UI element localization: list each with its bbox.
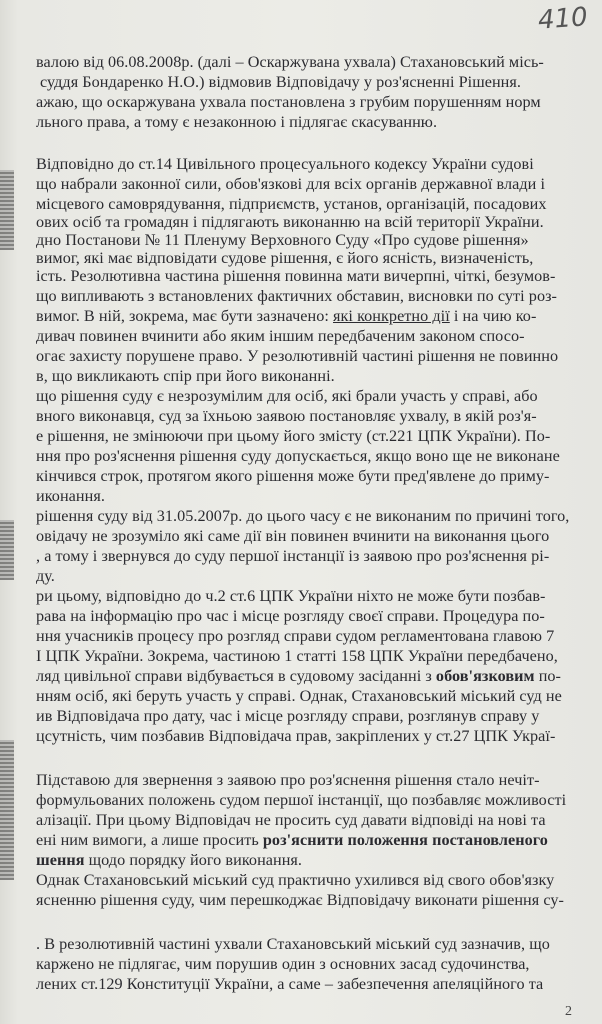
line-text: кінчився строк, протягом якого рішення може бути пред'явлене до приму- xyxy=(36,467,550,485)
text-line xyxy=(36,870,554,890)
line-text: місцевого самоврядування, підприємств, установ, організацій, посадових xyxy=(36,195,547,213)
text-line xyxy=(36,212,544,232)
handwritten-page-number: 410 xyxy=(537,2,589,36)
text-line xyxy=(36,850,302,870)
line-text: суддя Бондаренко Н.О.) відмовив Відповідачу у роз'ясненні Рішення. xyxy=(40,73,521,91)
text-line xyxy=(36,686,562,706)
line-text: що випливають з встановлених фактичних обставин, висновки по суті роз- xyxy=(36,287,557,305)
text-line xyxy=(36,934,550,954)
line-text: формульованих положень судом першої інстанції, що позбавляє можливості xyxy=(36,791,567,809)
line-text: . В резолютивній частині ухвали Стахановський міський суд зазначив, що xyxy=(36,935,550,953)
text-line xyxy=(36,52,544,72)
scan-binding-mark xyxy=(0,170,14,250)
line-text: , а тому і звернувся до суду першої інстанції із заявою про роз'яснення рі- xyxy=(36,547,550,565)
line-text: вного виконавця, суд за їхньою заявою постановляє ухвалу, в якій роз'я- xyxy=(36,407,537,425)
text-line xyxy=(36,406,537,426)
line-text: валою від 06.08.2008р. (далі – Оскаржувана ухвала) Стахановський місь- xyxy=(36,53,544,71)
line-text: алізації. При цьому Відповідач не просить суд давати відповіді на нові та xyxy=(36,811,546,829)
text-line xyxy=(36,92,541,112)
line-text-tail: щодо порядку його виконання. xyxy=(84,851,303,869)
line-text: Однак Стахановський міський суд практично ухилився від свого обов'язку xyxy=(36,871,555,889)
text-line xyxy=(36,326,525,346)
line-text: рава на інформацію про час і місце розгляду своєї справи. Процедура по- xyxy=(36,607,545,625)
line-text: вимог. В ній, зокрема, має бути зазначено: xyxy=(36,307,334,325)
text-line xyxy=(36,646,558,666)
line-text: Підставою для звернення з заявою про роз'яснення рішення стало нечіт- xyxy=(36,771,540,789)
line-text: ив Відповідача про дату, час і місце розгляду справи, розглянув справу у xyxy=(36,707,540,725)
bold-phrase: роз'яснити положення постановленого xyxy=(262,831,548,849)
line-text: цсутність, чим позбавив Відповідача прав, закріплених у ст.27 ЦПК Украї- xyxy=(36,727,556,745)
line-text: в, що викликають спір при його виконанні. xyxy=(36,367,335,385)
text-line xyxy=(36,974,543,994)
line-text: ені ним вимоги, а лише просить xyxy=(36,831,263,849)
text-line xyxy=(36,286,557,306)
line-text: вимог, які має відповідати судове рішення, є його ясність, визначеність, xyxy=(36,249,534,267)
text-line xyxy=(36,248,533,268)
text-line xyxy=(36,666,561,686)
text-line xyxy=(36,446,560,466)
line-text: дно Постанови № 11 Пленуму Верховного Суду «Про судове рішення» xyxy=(36,231,529,249)
text-line xyxy=(36,230,529,250)
text-line xyxy=(36,706,539,726)
text-line xyxy=(36,112,437,132)
line-text: овідачу не зрозуміло які саме дії він повинен вчинити на виконання цього xyxy=(36,527,550,545)
line-text: ду. xyxy=(36,567,55,585)
scan-binding-mark xyxy=(0,740,14,880)
line-text: ляд цивільної справи відбувається в судовому засіданні з xyxy=(36,667,436,685)
line-text: ння про роз'яснення рішення суду допускається, якщо воно ще не виконане xyxy=(36,447,560,465)
text-line xyxy=(36,366,335,386)
line-text: що набрали законної сили, обов'язкові для всіх органів державної влади і xyxy=(36,175,546,193)
line-text: е рішення, не змінюючи при цьому його змісту (ст.221 ЦПК України). По- xyxy=(36,427,551,445)
text-line xyxy=(36,526,549,546)
underlined-phrase: які конкретно дії xyxy=(333,307,450,325)
text-line xyxy=(36,726,555,746)
text-line xyxy=(36,426,550,446)
text-line xyxy=(40,72,521,92)
bold-phrase: обов'язковим xyxy=(435,667,535,685)
line-text: дивач повинен вчинити або яким іншим передбаченим законом спосо- xyxy=(36,327,525,345)
line-text: льного права, а тому є незаконною і підлягає скасуванню. xyxy=(36,113,438,131)
line-text: рішення суду від 31.05.2007р. до цього часу є не виконаним по причині того, xyxy=(36,507,570,525)
line-text: Відповідно до ст.14 Цивільного процесуального кодексу України судові xyxy=(36,155,534,173)
line-text: ння учасників процесу про розгляд справи судом регламентована главою 7 xyxy=(36,627,555,645)
text-line xyxy=(36,506,569,526)
text-line xyxy=(36,486,105,506)
text-line xyxy=(36,306,536,326)
text-line xyxy=(36,174,545,194)
text-line xyxy=(36,890,564,910)
text-line xyxy=(36,810,546,830)
line-text: І ЦПК України. Зокрема, частиною 1 статті 158 ЦПК України передбачено, xyxy=(36,647,558,665)
text-line xyxy=(36,830,548,850)
line-text: ових осіб та громадян і підлягають виконанню на всій території України. xyxy=(36,213,544,231)
text-line xyxy=(36,586,546,606)
text-line xyxy=(36,346,558,366)
text-line xyxy=(36,386,538,406)
text-line xyxy=(36,770,540,790)
scan-binding-mark xyxy=(0,520,14,580)
bold-phrase: шення xyxy=(36,851,85,869)
text-line xyxy=(36,606,545,626)
text-line xyxy=(36,954,530,974)
line-text: каржено не підлягає, чим порушив один з основних засад судочинства, xyxy=(36,955,530,973)
text-line xyxy=(36,194,547,214)
line-text: лених ст.129 Конституції України, а саме – забезпечення апеляційного та xyxy=(36,975,544,993)
text-line xyxy=(36,266,555,286)
text-line xyxy=(36,466,550,486)
text-line xyxy=(36,154,534,174)
text-line xyxy=(36,790,566,810)
line-text: иконання. xyxy=(36,487,105,505)
line-text: ажаю, що оскаржувана ухвала постановлена з грубим порушенням норм xyxy=(36,93,541,111)
line-text: ясненню рішення суду, чим перешкоджає Відповідачу виконати рішення су- xyxy=(36,891,564,909)
line-text-tail: і на чию ко- xyxy=(449,307,537,325)
line-text: огає захисту порушене право. У резолютивній частині рішення не повинно xyxy=(36,347,559,365)
line-text: ри цьому, відповідно до ч.2 ст.6 ЦПК України ніхто не може бути позбав- xyxy=(36,587,546,605)
text-line xyxy=(36,626,554,646)
line-text: що рішення суду є незрозумілим для осіб, які брали участь у справі, або xyxy=(36,387,538,405)
text-line xyxy=(36,566,55,586)
line-text: ість. Резолютивна частина рішення повинна мати вичерпні, чіткі, безумов- xyxy=(36,267,556,285)
line-text: нням осіб, які беруть участь у справі. Однак, Стахановський міський суд не xyxy=(36,687,562,705)
line-text-tail: по- xyxy=(534,667,561,685)
page-number: 2 xyxy=(565,1004,572,1019)
text-line xyxy=(36,546,549,566)
